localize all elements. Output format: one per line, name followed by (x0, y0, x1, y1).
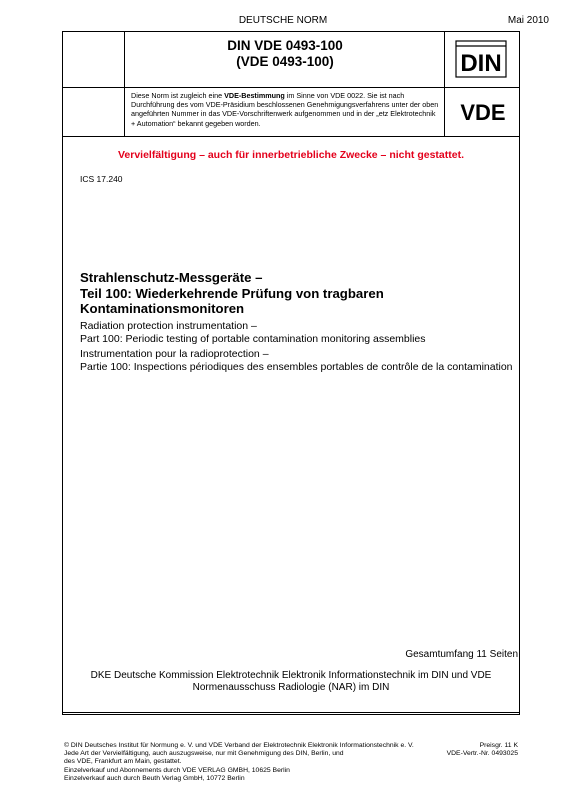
document-number-din: DIN VDE 0493-100 (227, 38, 343, 53)
vde-notice-bold: VDE-Bestimmung (224, 91, 285, 100)
reproduction-notice: Vervielfältigung – auch für innerbetriebliche Zwecke – nicht gestattet. (117, 149, 464, 161)
total-pages: Gesamtumfang 11 Seiten (405, 649, 518, 660)
committee-line: DKE Deutsche Kommission Elektrotechnik Elektronik Informationstechnik im DIN und VDE (90, 670, 492, 681)
divider-title (62, 87, 520, 88)
vde-notice (131, 91, 441, 128)
french-title-line: Partie 100: Inspections périodiques des ensembles portables de contrôle de la contamination (80, 361, 513, 373)
vde-order-number: VDE-Vertr.-Nr. 0493025 (446, 750, 518, 757)
din-logo-graphic (455, 40, 507, 78)
french-title (80, 348, 520, 374)
ics-code: ICS 17.240 (80, 174, 123, 184)
german-title (80, 270, 510, 317)
din-logo (455, 40, 507, 78)
vde-notice-text-2: im Sinne von VDE 0022. Sie ist nach Durchführung des vom VDE-Präsidium beschlossenen Genehmigungsverfahrens unter der oben angeführten Nummer in das VDE-Vorschriftenwerk aufgenommen und in der „etz Elektrotechnik + Automation“ bekannt gegeben worden. (131, 91, 439, 128)
english-title-line: Radiation protection instrumentation – (80, 320, 257, 332)
french-title-line: Instrumentation pour la radioprotection – (80, 348, 269, 360)
sales-line: Einzelverkauf auch durch Beuth Verlag GmbH, 10772 Berlin (64, 775, 245, 783)
document-number-vde: (VDE 0493-100) (236, 54, 334, 69)
copyright-notice (64, 742, 424, 766)
english-title-line: Part 100: Periodic testing of portable contamination monitoring assemblies (80, 333, 426, 345)
committee-line: Normenausschuss Radiologie (NAR) im DIN (192, 682, 390, 693)
price-info (447, 742, 518, 758)
price-group: Preisgr. 11 K (479, 742, 518, 749)
german-title-line: Teil 100: Wiederkehrende Prüfung von tragbaren (80, 285, 384, 301)
publication-date: Mai 2010 (507, 15, 549, 26)
din-logo-text: DIN (460, 50, 502, 77)
sales-line: Einzelverkauf und Abonnements durch VDE VERLAG GMBH, 10625 Berlin (64, 767, 290, 774)
german-title-line: Strahlenschutz-Messgeräte – (80, 270, 263, 285)
copyright-line: Jede Art der Vervielfältigung, auch auszugsweise, nur mit Genehmigung des DIN, Berlin, und (64, 750, 344, 757)
divider-right-column (444, 31, 445, 137)
vde-notice-text-1: Diese Norm ist zugleich eine (131, 91, 225, 100)
english-title (80, 320, 510, 346)
vde-logo-text: VDE (460, 101, 506, 123)
copyright-line: © DIN Deutsches Institut für Normung e. V. und VDE Verband der Elektrotechnik Elektronik Informationstechnik e. V. (64, 742, 414, 749)
divider-notice (62, 136, 520, 137)
sales-info (64, 767, 424, 783)
copyright-line: des VDE, Frankfurt am Main, gestattet. (64, 758, 182, 765)
divider-bottom (62, 712, 520, 713)
document-number (127, 38, 443, 70)
german-title-line: Kontaminationsmonitoren (80, 301, 245, 316)
vde-logo (449, 101, 517, 123)
committee (62, 670, 520, 694)
standard-type-header: DEUTSCHE NORM (238, 15, 328, 26)
vde-logo-graphic (449, 101, 517, 123)
divider-left-column (124, 31, 125, 137)
